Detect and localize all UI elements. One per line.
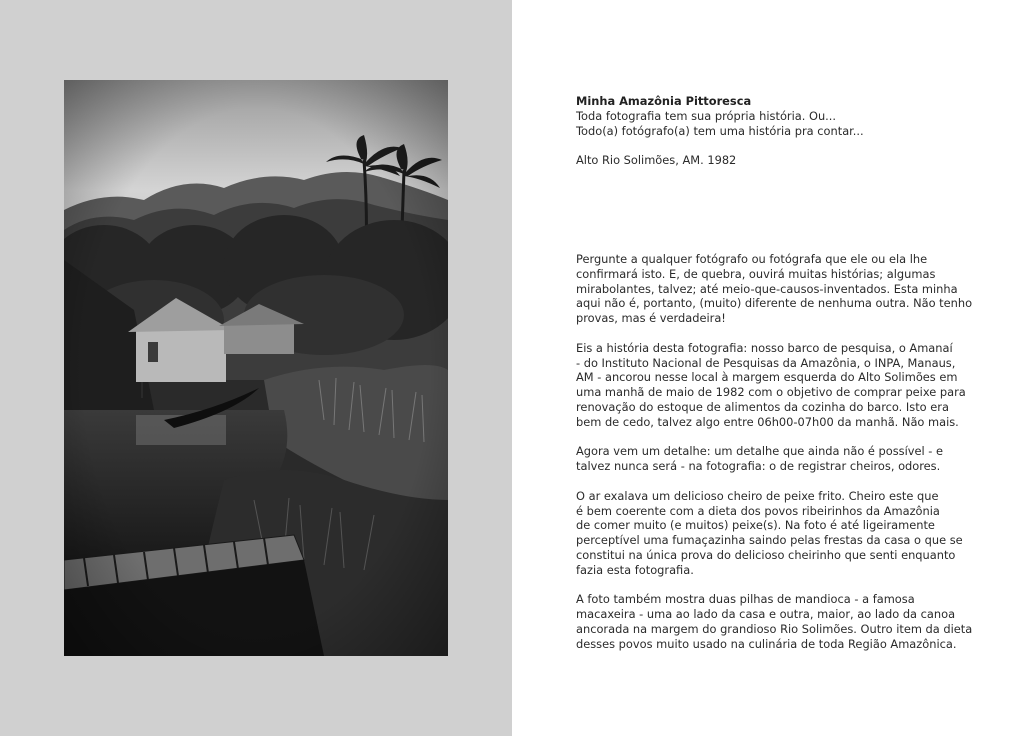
- paragraph-4: [576, 489, 976, 578]
- paragraph-line: é bem coerente com a dieta dos povos ribeirinhos da Amazônia: [576, 503, 940, 518]
- paragraph-line: bem de cedo, talvez algo entre 06h00-07h00 da manhã. Não mais.: [576, 414, 959, 429]
- paragraph-line: macaxeira - uma ao lado da casa e outra, maior, ao lado da canoa: [576, 607, 956, 622]
- paragraph-3: [576, 444, 976, 474]
- header-block: [576, 94, 976, 168]
- paragraph-line: de comer muito (e muitos) peixe(s). Na foto é até ligeiramente: [576, 518, 935, 533]
- paragraph-line: mirabolantes, talvez; até meio-que-causos-inventados. Esta minha: [576, 281, 958, 296]
- paragraph-line: fazia esta fotografia.: [576, 562, 694, 577]
- paragraph-line: talvez nunca será - na fotografia: o de registrar cheiros, odores.: [576, 459, 941, 474]
- story-body: [576, 252, 976, 666]
- paragraph-line: desses povos muito usado na culinária de toda Região Amazônica.: [576, 636, 957, 651]
- paragraph-line: ancorada na margem do grandioso Rio Solimões. Outro item da dieta: [576, 621, 973, 636]
- paragraph-line: AM - ancorou nesse local à margem esquerda do Alto Solimões em: [576, 370, 958, 385]
- paragraph-line: A foto também mostra duas pilhas de mandioca - a famosa: [576, 592, 915, 607]
- paragraph-line: perceptível uma fumaçazinha saindo pelas frestas da casa o que se: [576, 533, 963, 548]
- photo-illustration: [64, 80, 448, 656]
- right-panel: [512, 0, 1024, 736]
- paragraph-5: [576, 592, 976, 651]
- paragraph-line: confirmará isto. E, de quebra, ouvirá muitas histórias; algumas: [576, 266, 936, 281]
- paragraph-line: renovação do estoque de alimentos da cozinha do barco. Isto era: [576, 399, 949, 414]
- paragraph-line: aqui não é, portanto, (muito) diferente de nenhuma outra. Não tenho: [576, 296, 973, 311]
- paragraph-1: [576, 252, 976, 326]
- paragraph-line: uma manhã de maio de 1982 com o objetivo de comprar peixe para: [576, 385, 966, 400]
- subtitle-line-2: Todo(a) fotógrafo(a) tem uma história pra contar...: [576, 123, 864, 138]
- paragraph-line: constitui na única prova do delicioso cheirinho que senti enquanto: [576, 547, 956, 562]
- paragraph-line: Pergunte a qualquer fotógrafo ou fotógrafa que ele ou ela lhe: [576, 252, 928, 266]
- paragraph-line: - do Instituto Nacional de Pesquisas da Amazônia, o INPA, Manaus,: [576, 355, 956, 370]
- paragraph-line: Eis a história desta fotografia: nosso barco de pesquisa, o Amanaí: [576, 340, 953, 355]
- paragraph-line: O ar exalava um delicioso cheiro de peixe frito. Cheiro este que: [576, 488, 939, 503]
- page-title: Minha Amazônia Pittoresca: [576, 94, 752, 108]
- subtitle-line-1: Toda fotografia tem sua própria história. Ou...: [576, 108, 837, 123]
- paragraph-2: [576, 341, 976, 430]
- paragraph-line: provas, mas é verdadeira!: [576, 311, 726, 326]
- location-caption: Alto Rio Solimões, AM. 1982: [576, 153, 737, 168]
- paragraph-line: Agora vem um detalhe: um detalhe que ainda não é possível - e: [576, 444, 944, 459]
- river-house-photo: [64, 80, 448, 656]
